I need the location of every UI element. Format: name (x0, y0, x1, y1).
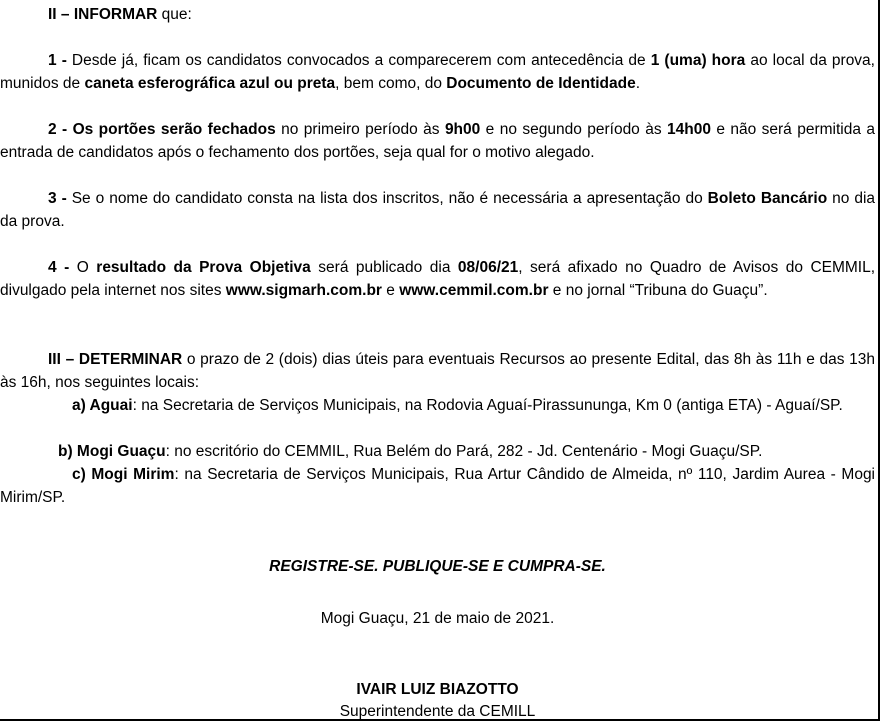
location-mogi-guacu: b) Mogi Guaçu: no escritório do CEMMIL, Rua Belém do Pará, 282 - Jd. Centenário - Mogi Guaçu/SP. (58, 443, 763, 460)
section-2-label: II – INFORMAR (48, 6, 158, 23)
location-mogi-mirim: c) Mogi Mirim: na Secretaria de Serviços Municipais, Rua Artur Cândido de Almeida, nº 110, Jardim Aurea - Mogi Mirim/SP. (0, 466, 876, 506)
item-3-paragraph: 3 - Se o nome do candidato consta na lista dos inscritos, não é necessária a apresentação do Boleto Bancário no dia da prova. (0, 190, 876, 230)
item-1-paragraph: 1 - Desde já, ficam os candidatos convocados a comparecerem com antecedência de 1 (uma) hora ao local da prova, munidos de caneta esferográfica azul ou preta, bem como, do Documento de Identidade. (0, 52, 875, 92)
section-3-label: III – DETERMINAR (48, 351, 183, 368)
signatory-name: IVAIR LUIZ BIAZOTTO (356, 681, 519, 698)
section-3-paragraph: III – DETERMINAR o prazo de 2 (dois) dias úteis para eventuais Recursos ao presente Edital, das 8h às 11h e das 13h às 16h, nos seguintes locais: (0, 351, 876, 391)
item-2-paragraph: 2 - Os portões serão fechados no primeiro período às 9h00 e no segundo período às 14h00 e não será permitida a entrada de candidatos após o fechamento dos portões, seja qual for o motivo alegado. (0, 121, 875, 161)
closing-statement: REGISTRE-SE. PUBLIQUE-SE E CUMPRA-SE. (269, 558, 606, 575)
location-aguai: a) Aguai: na Secretaria de Serviços Municipais, na Rodovia Aguaí-Pirassununga, Km 0 (antiga ETA) - Aguaí/SP. (72, 397, 843, 414)
signatory-title: Superintendente da CEMILL (339, 703, 536, 720)
item-4-paragraph: 4 - O resultado da Prova Objetiva será publicado dia 08/06/21, será afixado no Quadro de Avisos do CEMMIL, divulgado pela internet nos sites www.sigmarh.com.br e www.cemmil.com.br e no jornal “Tribuna do Guaçu”. (0, 259, 876, 299)
section-2-heading: II – INFORMAR que: (48, 6, 192, 23)
place-and-date: Mogi Guaçu, 21 de maio de 2021. (320, 610, 555, 627)
